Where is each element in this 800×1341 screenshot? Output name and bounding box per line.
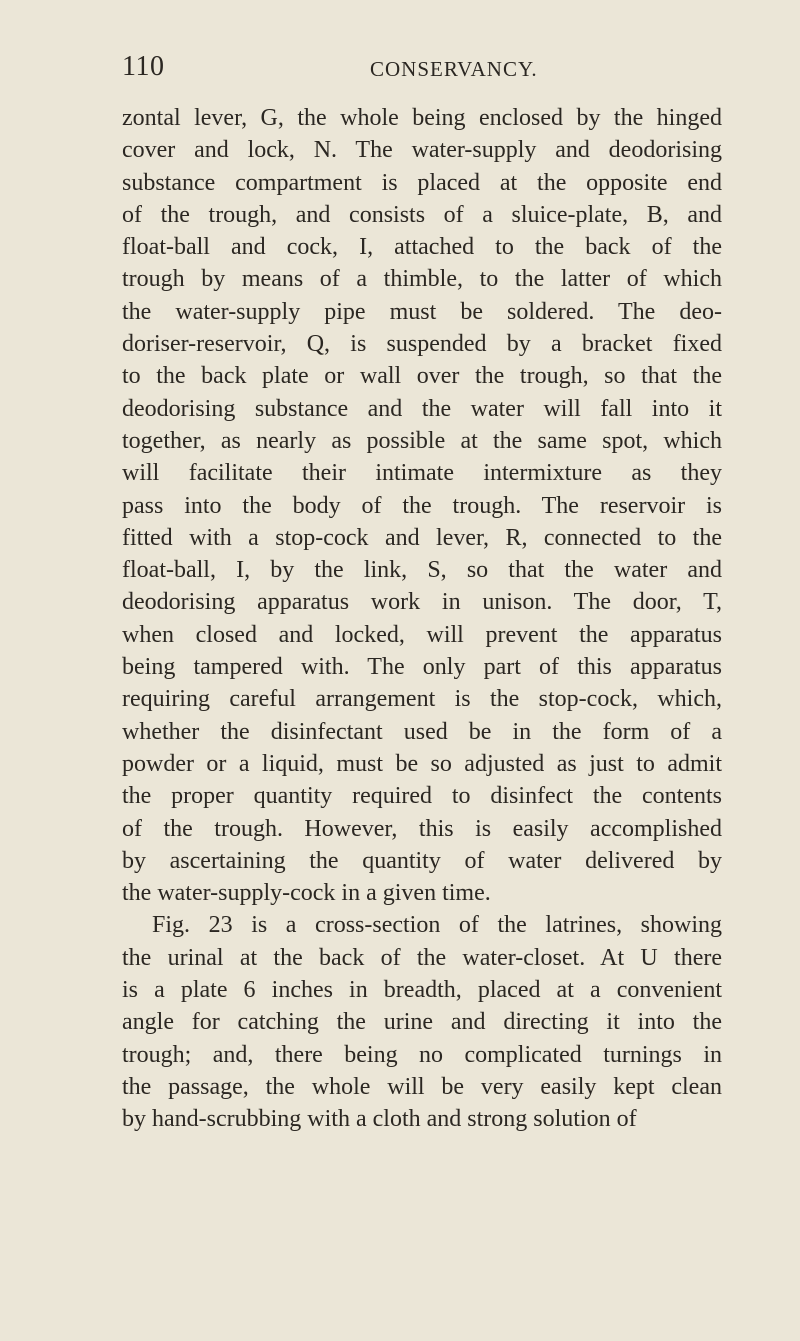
text-line: deodorising substance and the water will fall into it [122,395,722,422]
text-line: by hand-scrubbing with a cloth and strong solution of [122,1106,637,1133]
text-line: pass into the body of the trough. The reservoir is [122,492,722,519]
text-line: the water-supply-cock in a given time. [122,880,491,907]
text-line: will facilitate their intimate intermixture as they [122,460,722,487]
text-line: the urinal at the back of the water-closet. At U there [122,944,722,971]
page-number: 110 [122,51,165,82]
text-line: the proper quantity required to disinfect the contents [122,783,722,810]
text-line: trough; and, there being no complicated turnings in [122,1041,722,1068]
text-line: cover and lock, N. The water-supply and deodorising [122,137,722,164]
text-line: the passage, the whole will be very easily kept clean [122,1073,722,1100]
text-line: deodorising apparatus work in unison. The door, T, [122,589,722,616]
text-line: when closed and locked, will prevent the apparatus [122,621,722,648]
text-line: doriser-reservoir, Q, is suspended by a bracket fixed [122,331,722,358]
text-line: trough by means of a thimble, to the latter of which [122,266,722,293]
text-line: together, as nearly as possible at the same spot, which [122,427,722,454]
text-line: of the trough, and consists of a sluice-plate, B, and [122,201,722,228]
running-head: CONSERVANCY. [370,57,538,81]
text-line: whether the disinfectant used be in the form of a [122,718,722,745]
text-line: the water-supply pipe must be soldered. The deo- [122,298,722,325]
text-line: of the trough. However, this is easily accomplished [122,815,722,842]
text-line: being tampered with. The only part of this apparatus [122,654,722,681]
text-line: fitted with a stop-cock and lever, R, connected to the [122,524,722,551]
text-line: by ascertaining the quantity of water delivered by [122,847,722,874]
text-line: angle for catching the urine and directing it into the [122,1009,722,1036]
text-line: to the back plate or wall over the trough, so that the [122,363,722,390]
text-line: Fig. 23 is a cross-section of the latrines, showing [152,912,722,939]
text-line: requiring careful arrangement is the stop-cock, which, [122,686,722,713]
text-line: substance compartment is placed at the opposite end [122,169,722,196]
text-line: float-ball, I, by the link, S, so that the water and [122,557,722,584]
page-header [122,50,722,86]
text-line: float-ball and cock, I, attached to the back of the [122,234,722,261]
body-text [122,102,722,1136]
text-line: is a plate 6 inches in breadth, placed at a convenient [122,977,722,1004]
text-line: zontal lever, G, the whole being enclosed by the hinged [122,105,722,131]
text-line: powder or a liquid, must be so adjusted as just to admit [122,750,722,777]
